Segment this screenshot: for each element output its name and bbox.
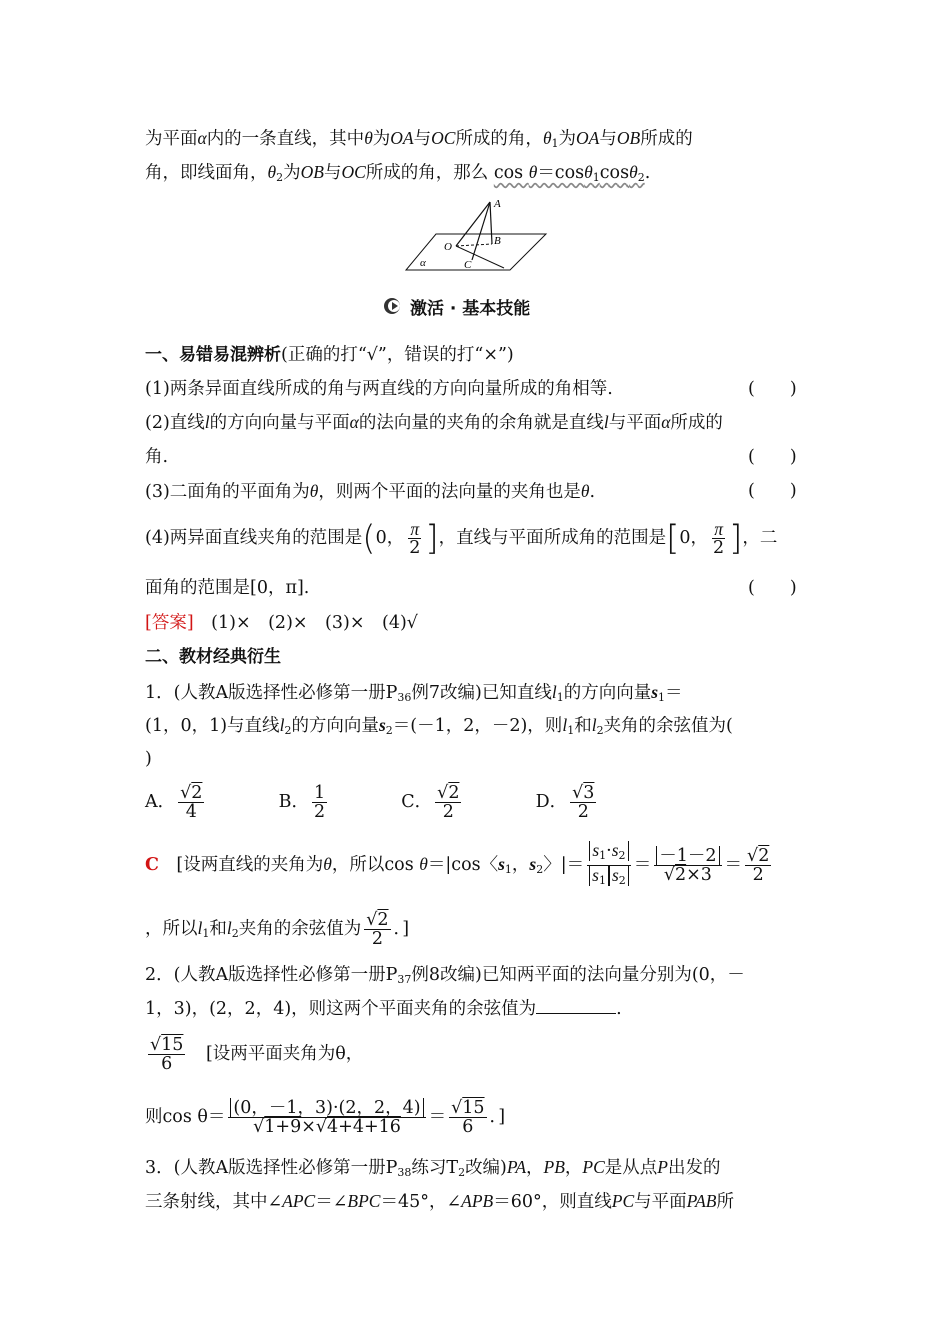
- geometry-figure: [400, 196, 550, 274]
- plane-alpha: [406, 234, 546, 270]
- item-2b: 角.: [145, 447, 169, 467]
- q2-line2: 1，3)，(2，2，4)，则这两个平面夹角的余弦值为 .: [145, 999, 622, 1019]
- answer-line: [答案] (1)× (2)× (3)× (4)√: [145, 613, 418, 633]
- part2-heading: 二、教材经典衍生: [145, 647, 281, 667]
- item-4: (4)两异面直线夹角的范围是(0， $\frac{\pi}{2}$ ]，直线与平面所成角的范围是[0， $\frac{\pi}{2}$ ]，二: [145, 518, 778, 559]
- label-alpha: α: [420, 257, 426, 269]
- q2-solution: 则cos θ＝ $\frac{(0,-1,3)\cdot(2,2,4)}{√1+9\times√4+4+16}$ ＝ $\frac{√15}{6}$ ．]: [145, 1098, 506, 1137]
- label-b: B: [494, 235, 501, 247]
- paren-1: ( ): [748, 379, 797, 399]
- intro-formula: cos θ＝cosθ$_1$cosθ$_2$: [493, 162, 645, 184]
- q2-line1: 2．(人教A版选择性必修第一册$P_{37}$例8改编)已知两平面的法向量分别为(0，－: [145, 965, 745, 986]
- label-o: O: [444, 241, 452, 253]
- item-3: (3)二面角的平面角为θ，则两个平面的法向量的夹角也是θ.: [145, 481, 596, 502]
- option-b[interactable]: B． $\frac{1}{2}$: [278, 783, 326, 822]
- intro-line-1: 为平面α内的一条直线，其中θ为OA与OC所成的角，$\theta_1$为OA与OB所成的: [145, 128, 693, 150]
- answer-blank[interactable]: [536, 997, 616, 1014]
- play-icon: [383, 297, 403, 315]
- paren-4: ( ): [748, 578, 797, 598]
- item-1: (1)两条异面直线所成的角与两直线的方向向量所成的角相等.: [145, 379, 613, 399]
- option-d[interactable]: D． $\frac{√3}{2}$: [535, 783, 595, 822]
- q1-line3: ): [145, 749, 152, 769]
- option-a[interactable]: A． $\frac{√2}{4}$: [145, 783, 203, 822]
- q3-line1: 3．(人教A版选择性必修第一册$P_{38}$练习$T_2$改编)PA，PB，PC是从点P出发的: [145, 1157, 721, 1179]
- intro-line-2: 角，即线面角，$\theta_2$为OB与OC所成的角，那么 cos θ＝cosθ$_1$cosθ$_2$.: [145, 162, 651, 184]
- q1-solution: C [设两直线的夹角为θ，所以cos θ＝|cos〈$s_1$，$s_2$〉|＝ $\frac{s_1\cdot s_2}{s_1 s_2}$ ＝ $\frac{-1-2}{√2\times 3}$ ＝ $\frac{√2}{2}$: [145, 840, 770, 887]
- section-title: 激活 · 基本技能: [410, 299, 531, 319]
- option-c[interactable]: C． $\frac{√2}{2}$: [401, 783, 460, 822]
- q1-line1: 1．(人教A版选择性必修第一册$P_{36}$例7改编)已知直线$l_1$的方向向量$s_1=$: [145, 682, 683, 704]
- label-c: C: [464, 259, 472, 271]
- item-4b: 面角的范围是[0，π].: [145, 578, 310, 598]
- paren-2: ( ): [748, 447, 797, 467]
- q3-line2: 三条射线，其中∠APC＝∠BPC＝45°，∠APB＝60°，则直线PC与平面PAB所: [145, 1191, 734, 1212]
- label-a: A: [494, 198, 501, 210]
- item-2: (2)直线l的方向向量与平面α的法向量的夹角的余角就是直线l与平面α所成的: [145, 412, 723, 433]
- q1-options: [145, 780, 807, 824]
- part1-heading: 一、易错易混辨析(正确的打“√”，错误的打“×”): [145, 345, 514, 365]
- q1-line2: (1，0，1)与直线$l_2$的方向向量$s_2=(-1$，2，－2)，则$l_1$和$l_2$夹角的余弦值为(: [145, 715, 733, 737]
- q2-answer: $\frac{√15}{6}$ [设两平面夹角为θ，: [150, 1035, 364, 1074]
- q1-solution-2: ，所以$l_1$和$l_2$夹角的余弦值为 $\frac{√2}{2}$ ．]: [145, 910, 410, 949]
- paren-3: ( ): [748, 481, 797, 501]
